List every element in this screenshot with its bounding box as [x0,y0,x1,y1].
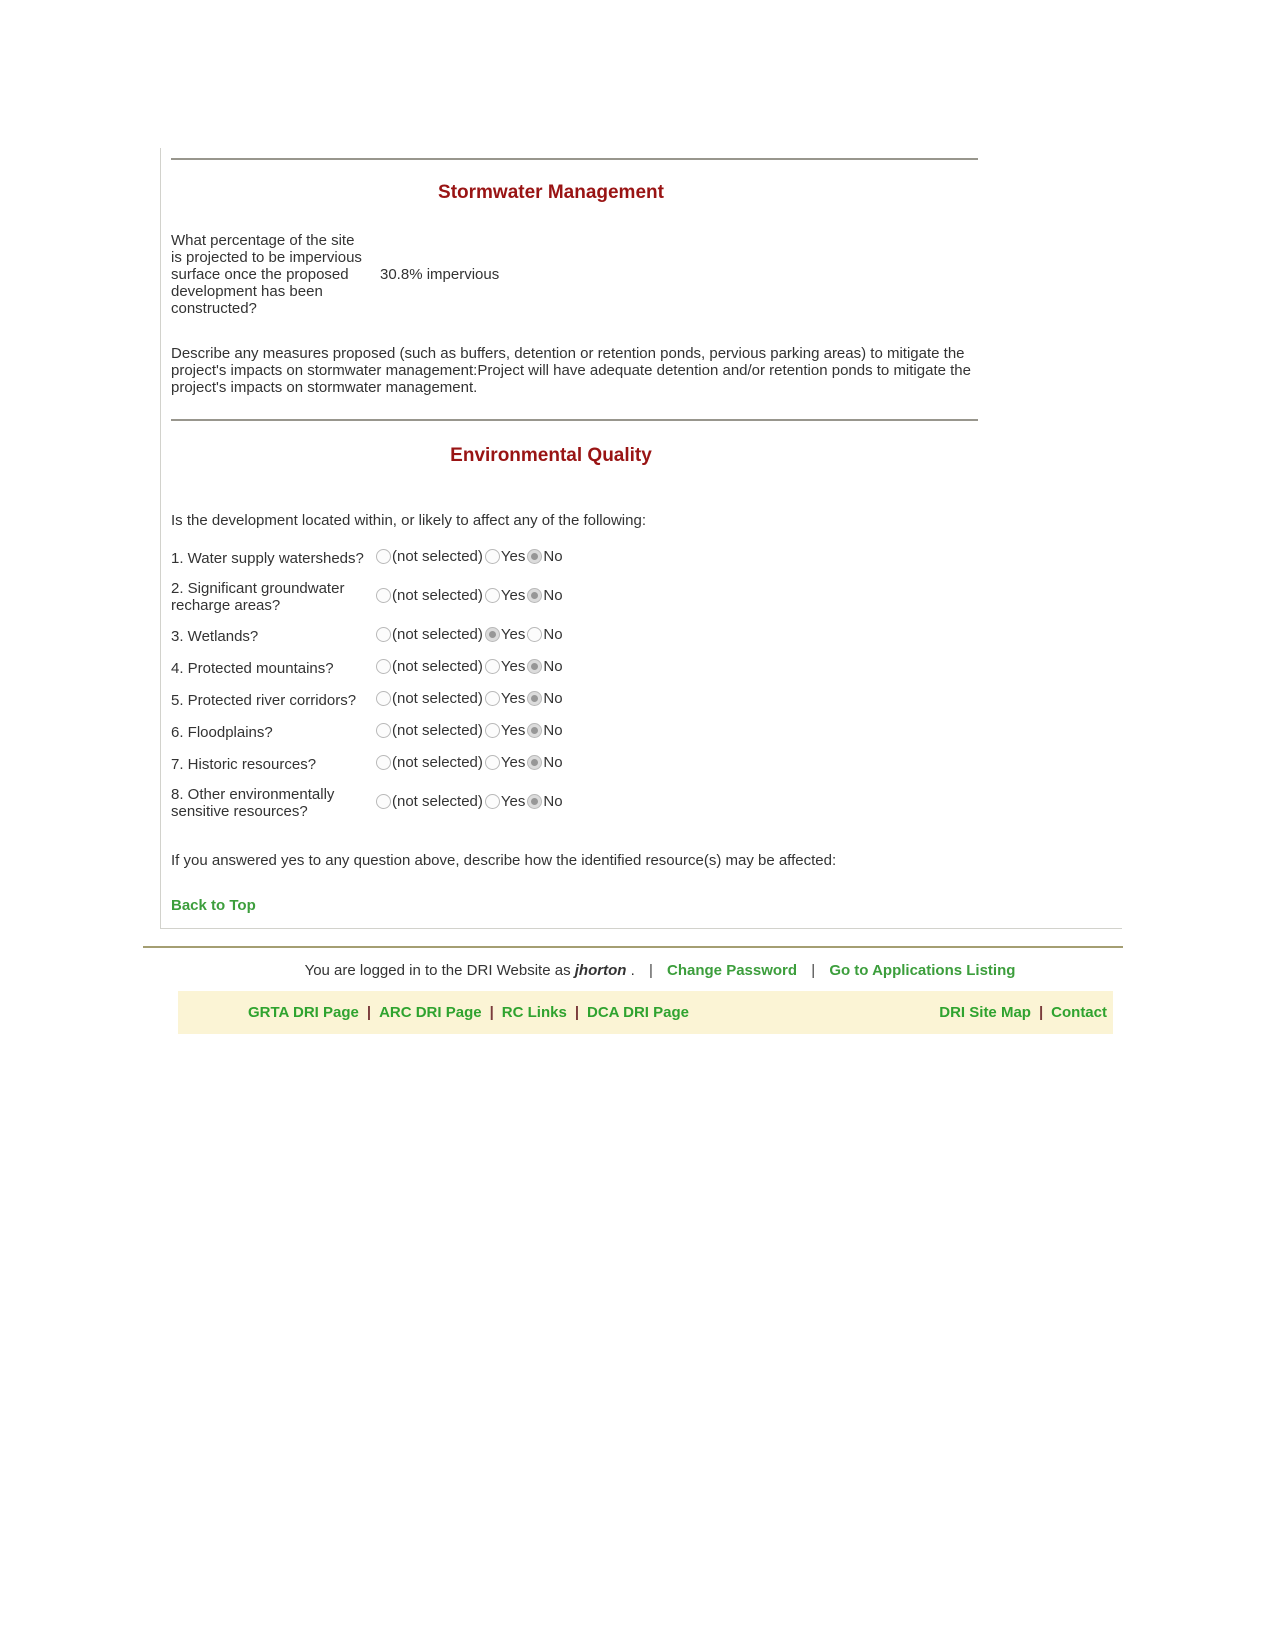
radio-option-label: (not selected) [392,793,483,810]
radio-not-selected-icon[interactable] [376,691,391,706]
pipe-separator: | [366,1004,372,1021]
pipe-separator: | [574,1004,580,1021]
eq-question-row [171,716,565,748]
radio-group [367,684,565,716]
environmental-section-title: Environmental Quality [450,445,652,466]
stormwater-qa-table [171,232,500,317]
radio-option-yes[interactable] [485,754,525,771]
radio-option-no[interactable] [527,754,562,771]
radio-yes-icon[interactable] [485,627,500,642]
radio-option-no[interactable] [527,722,562,739]
footer-links-left-group [248,1004,689,1021]
stormwater-question-row [171,232,500,317]
radio-option-not-selected[interactable] [376,690,483,707]
radio-option-label: Yes [500,548,526,565]
radio-not-selected-icon[interactable] [376,549,391,564]
radio-no-icon[interactable] [527,627,542,642]
radio-option-no[interactable] [527,626,562,643]
impervious-answer-value: 30.8% impervious [380,266,500,283]
eq-question-row [171,574,565,620]
radio-option-not-selected[interactable] [376,658,483,675]
question-label: 8. Other environmentally sensitive resources? [171,786,335,820]
radio-option-label: No [543,658,563,675]
radio-not-selected-icon[interactable] [376,659,391,674]
radio-not-selected-icon[interactable] [376,588,391,603]
eq-question-row [171,780,565,826]
pipe-separator: | [648,962,653,979]
radio-option-not-selected[interactable] [376,722,483,739]
environmental-questions-table [171,542,565,826]
arc-dri-page-link[interactable]: ARC DRI Page [379,1004,482,1021]
radio-option-no[interactable] [527,793,562,810]
radio-no-icon[interactable] [527,794,542,809]
eq-question-row [171,620,565,652]
radio-yes-icon[interactable] [485,755,500,770]
contact-link[interactable]: Contact [1051,1004,1107,1021]
radio-group [367,542,565,574]
radio-option-label: (not selected) [392,754,483,771]
radio-option-not-selected[interactable] [376,548,483,565]
change-password-link[interactable]: Change Password [667,962,798,979]
radio-no-icon[interactable] [527,755,542,770]
question-label: 7. Historic resources? [171,755,317,773]
radio-option-yes[interactable] [485,626,525,643]
radio-option-label: No [543,793,563,810]
grta-dri-page-link[interactable]: GRTA DRI Page [248,1004,359,1021]
radio-no-icon[interactable] [527,659,542,674]
radio-no-icon[interactable] [527,691,542,706]
radio-option-not-selected[interactable] [376,587,483,604]
radio-option-yes[interactable] [485,690,525,707]
rc-links-link[interactable]: RC Links [501,1004,567,1021]
radio-option-label: Yes [500,690,526,707]
eq-question-row [171,652,565,684]
radio-option-label: No [543,548,563,565]
radio-option-not-selected[interactable] [376,626,483,643]
radio-option-label: (not selected) [392,658,483,675]
radio-group [367,748,565,780]
radio-option-label: (not selected) [392,587,483,604]
pipe-separator: | [811,962,816,979]
section-divider-middle [171,419,978,421]
radio-option-yes[interactable] [485,793,525,810]
radio-option-label: No [543,690,563,707]
radio-yes-icon[interactable] [485,794,500,809]
radio-no-icon[interactable] [527,588,542,603]
radio-option-no[interactable] [527,690,562,707]
footer-divider [143,946,1123,948]
radio-option-label: Yes [500,587,526,604]
dri-site-map-link[interactable]: DRI Site Map [939,1004,1031,1021]
radio-group [367,652,565,684]
radio-option-label: No [543,587,563,604]
section-divider-top [171,158,978,160]
question-label: 5. Protected river corridors? [171,691,357,709]
eq-question-row [171,748,565,780]
radio-option-yes[interactable] [485,587,525,604]
question-label: 3. Wetlands? [171,627,259,645]
radio-not-selected-icon[interactable] [376,723,391,738]
radio-option-yes[interactable] [485,722,525,739]
main-content-box [160,148,1122,929]
radio-option-no[interactable] [527,587,562,604]
radio-no-icon[interactable] [527,723,542,738]
radio-option-label: (not selected) [392,548,483,565]
radio-option-not-selected[interactable] [376,793,483,810]
impervious-question-label: What percentage of the site is projected to be impervious surface once the proposed development has been constructed? [171,232,362,317]
radio-option-label: Yes [500,658,526,675]
radio-option-no[interactable] [527,548,562,565]
environmental-intro-text: Is the development located within, or likely to affect any of the following: [171,512,646,529]
radio-group [367,620,565,652]
radio-option-label: (not selected) [392,722,483,739]
eq-question-row [171,684,565,716]
radio-option-label: No [543,754,563,771]
pipe-separator: | [1038,1004,1044,1021]
stormwater-measures-text: Describe any measures proposed (such as buffers, detention or retention ponds, pervious parking areas) to mitigate the project's impacts on stormwater management:Project will have adequate detention and/or retention ponds to mitigate the project's impacts on stormwater management. [171,345,971,396]
logged-in-text: You are logged in to the DRI Website as [304,962,571,979]
radio-option-label: (not selected) [392,626,483,643]
question-label: 1. Water supply watersheds? [171,549,364,567]
back-to-top-link[interactable]: Back to Top [171,897,256,914]
footer-links-right-group [939,1004,1107,1021]
pipe-separator: | [489,1004,494,1021]
radio-yes-icon[interactable] [485,549,500,564]
radio-group [367,574,565,620]
radio-option-yes[interactable] [485,658,525,675]
radio-yes-icon[interactable] [485,659,500,674]
dca-dri-page-link[interactable]: DCA DRI Page [587,1004,689,1021]
radio-option-not-selected[interactable] [376,754,483,771]
radio-no-icon[interactable] [527,549,542,564]
radio-not-selected-icon[interactable] [376,794,391,809]
radio-option-yes[interactable] [485,548,525,565]
radio-not-selected-icon[interactable] [376,627,391,642]
radio-option-no[interactable] [527,658,562,675]
radio-group [367,780,565,826]
radio-option-label: Yes [500,626,526,643]
login-status-line [200,962,1120,979]
question-label: 4. Protected mountains? [171,659,334,677]
radio-option-label: (not selected) [392,690,483,707]
radio-option-label: Yes [500,793,526,810]
go-to-applications-listing-link[interactable]: Go to Applications Listing [829,962,1016,979]
radio-not-selected-icon[interactable] [376,755,391,770]
question-label: 6. Floodplains? [171,723,273,741]
radio-option-label: No [543,722,563,739]
radio-option-label: No [543,626,563,643]
radio-yes-icon[interactable] [485,691,500,706]
environmental-followup-text: If you answered yes to any question above, describe how the identified resource(s) may be affected: [171,852,837,869]
stormwater-section-title: Stormwater Management [438,182,664,203]
radio-option-label: Yes [500,754,526,771]
radio-group [367,716,565,748]
footer-link-bar [178,991,1113,1034]
radio-yes-icon[interactable] [485,588,500,603]
radio-option-label: Yes [500,722,526,739]
eq-question-row [171,542,565,574]
question-label: 2. Significant groundwater recharge areas? [171,580,345,614]
radio-yes-icon[interactable] [485,723,500,738]
username-text: jhorton [574,962,627,979]
logged-in-suffix: . [630,962,635,979]
